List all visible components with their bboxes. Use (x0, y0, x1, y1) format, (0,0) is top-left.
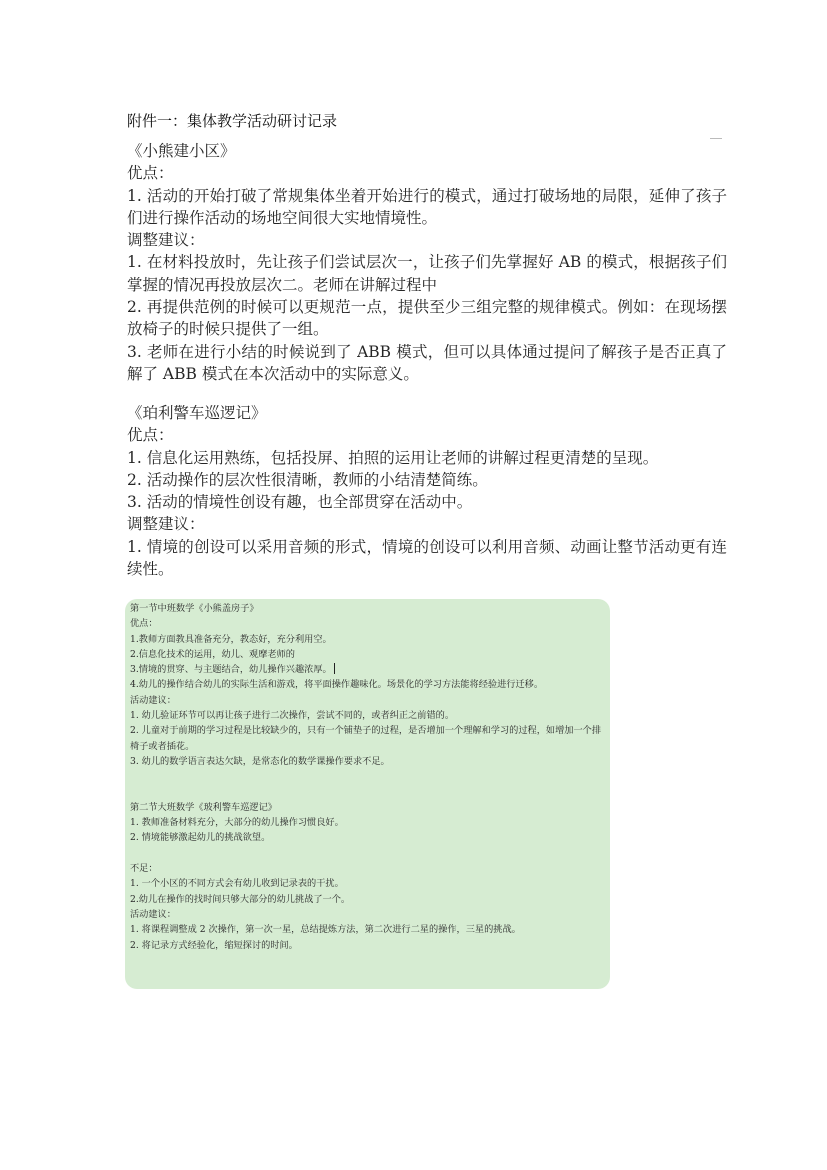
notes-title: 第二节大班数学《玻利警车巡逻记》 (130, 801, 277, 813)
suggest-label: 调整建议： (127, 231, 205, 250)
notes-item: 1. 将课程调整成 2 次操作，第一次一星，总结提炼方法，第二次进行二星的操作，三星的挑战。 (130, 924, 521, 936)
notes-label: 不足： (130, 863, 158, 875)
pros-item: 1. 活动的开始打破了常规集体坐着开始进行的模式，通过打破场地的局限，延伸了孩子们进行操作活动的场地空间很大实地情境性。 (127, 186, 727, 227)
page-title: 附件一：集体教学活动研讨记录 (127, 112, 338, 130)
pros-label: 优点： (127, 164, 174, 183)
divider (710, 138, 722, 139)
suggest-label: 调整建议： (127, 515, 205, 534)
notes-item: 1. 一个小区的不同方式会有幼儿收到记录表的干扰。 (130, 878, 344, 890)
notes-item: 1.教师方面教具准备充分，教态好，充分利用空。 (130, 633, 332, 645)
notes-item: 4.幼儿的操作结合幼儿的实际生活和游戏，将平面操作趣味化。场景化的学习方法能将经验进行迁移。 (130, 679, 544, 691)
notes-item: 2.信息化技术的运用，幼儿、观摩老师的 (130, 648, 295, 660)
suggestion-item: 1. 在材料投放时，先让孩子们尝试层次一，让孩子们先掌握好 AB 的模式，根据孩子们掌握的情况再投放层次二。老师在讲解过程中 (127, 253, 727, 294)
pros-item: 1. 信息化运用熟练，包括投屏、拍照的运用让老师的讲解过程更清楚的呈现。 (127, 448, 659, 467)
pros-item: 2. 活动操作的层次性很清晰，教师的小结清楚简练。 (127, 470, 488, 489)
suggestion-item: 1. 情境的创设可以采用音频的形式，情境的创设可以利用音频、动画让整节活动更有连续性。 (127, 537, 727, 579)
pros-label: 优点： (127, 426, 174, 445)
notes-label: 活动建议： (130, 908, 176, 920)
suggestion-item: 3. 老师在进行小结的时候说到了 ABB 模式，但可以具体通过提问了解孩子是否正真了解了 ABB 模式在本次活动中的实际意义。 (127, 342, 727, 383)
notes-label: 活动建议： (130, 694, 176, 706)
notes-title: 第一节中班数学《小熊盖房子》 (130, 603, 259, 614)
section-police-car (127, 402, 727, 580)
notes-item: 3. 幼儿的数学语言表达欠缺，是常态化的数学课操作要求不足。 (130, 755, 390, 767)
notes-item-text: 3.情境的贯穿、与主题结合，幼儿操作兴趣浓厚。 (130, 664, 332, 676)
section-heading: 《小熊建小区》 (127, 142, 236, 160)
text-cursor (334, 663, 335, 674)
notes-label: 优点： (130, 618, 158, 630)
meeting-notes-box (125, 599, 610, 989)
notes-item: 1. 幼儿验证环节可以再让孩子进行二次操作，尝试不同的，或者纠正之前错的。 (130, 710, 455, 722)
notes-item: 2. 将记录方式经验化，缩短探讨的时间。 (130, 939, 298, 951)
notes-item: 2.幼儿在操作的找时间只够大部分的幼儿挑战了一个。 (130, 893, 351, 905)
section-xiaoxiong (127, 140, 727, 385)
notes-item: 1. 教师准备材料充分，大部分的幼儿操作习惯良好。 (130, 817, 344, 829)
notes-item: 2. 儿童对于前期的学习过程是比较缺少的，只有一个铺垫子的过程，是否增加一个理解和学习的过程，如增加一个排椅子或者插花。 (130, 725, 602, 752)
notes-item (130, 662, 604, 677)
notes-item: 2. 情境能够激起幼儿的挑战欲望。 (130, 832, 271, 844)
suggestion-item: 2. 再提供范例的时候可以更规范一点，提供至少三组完整的规律模式。例如：在现场摆放椅子的时候只提供了一组。 (127, 298, 727, 339)
section-heading: 《珀利警车巡逻记》 (127, 404, 267, 422)
pros-item: 3. 活动的情境性创设有趣，也全部贯穿在活动中。 (127, 493, 473, 512)
